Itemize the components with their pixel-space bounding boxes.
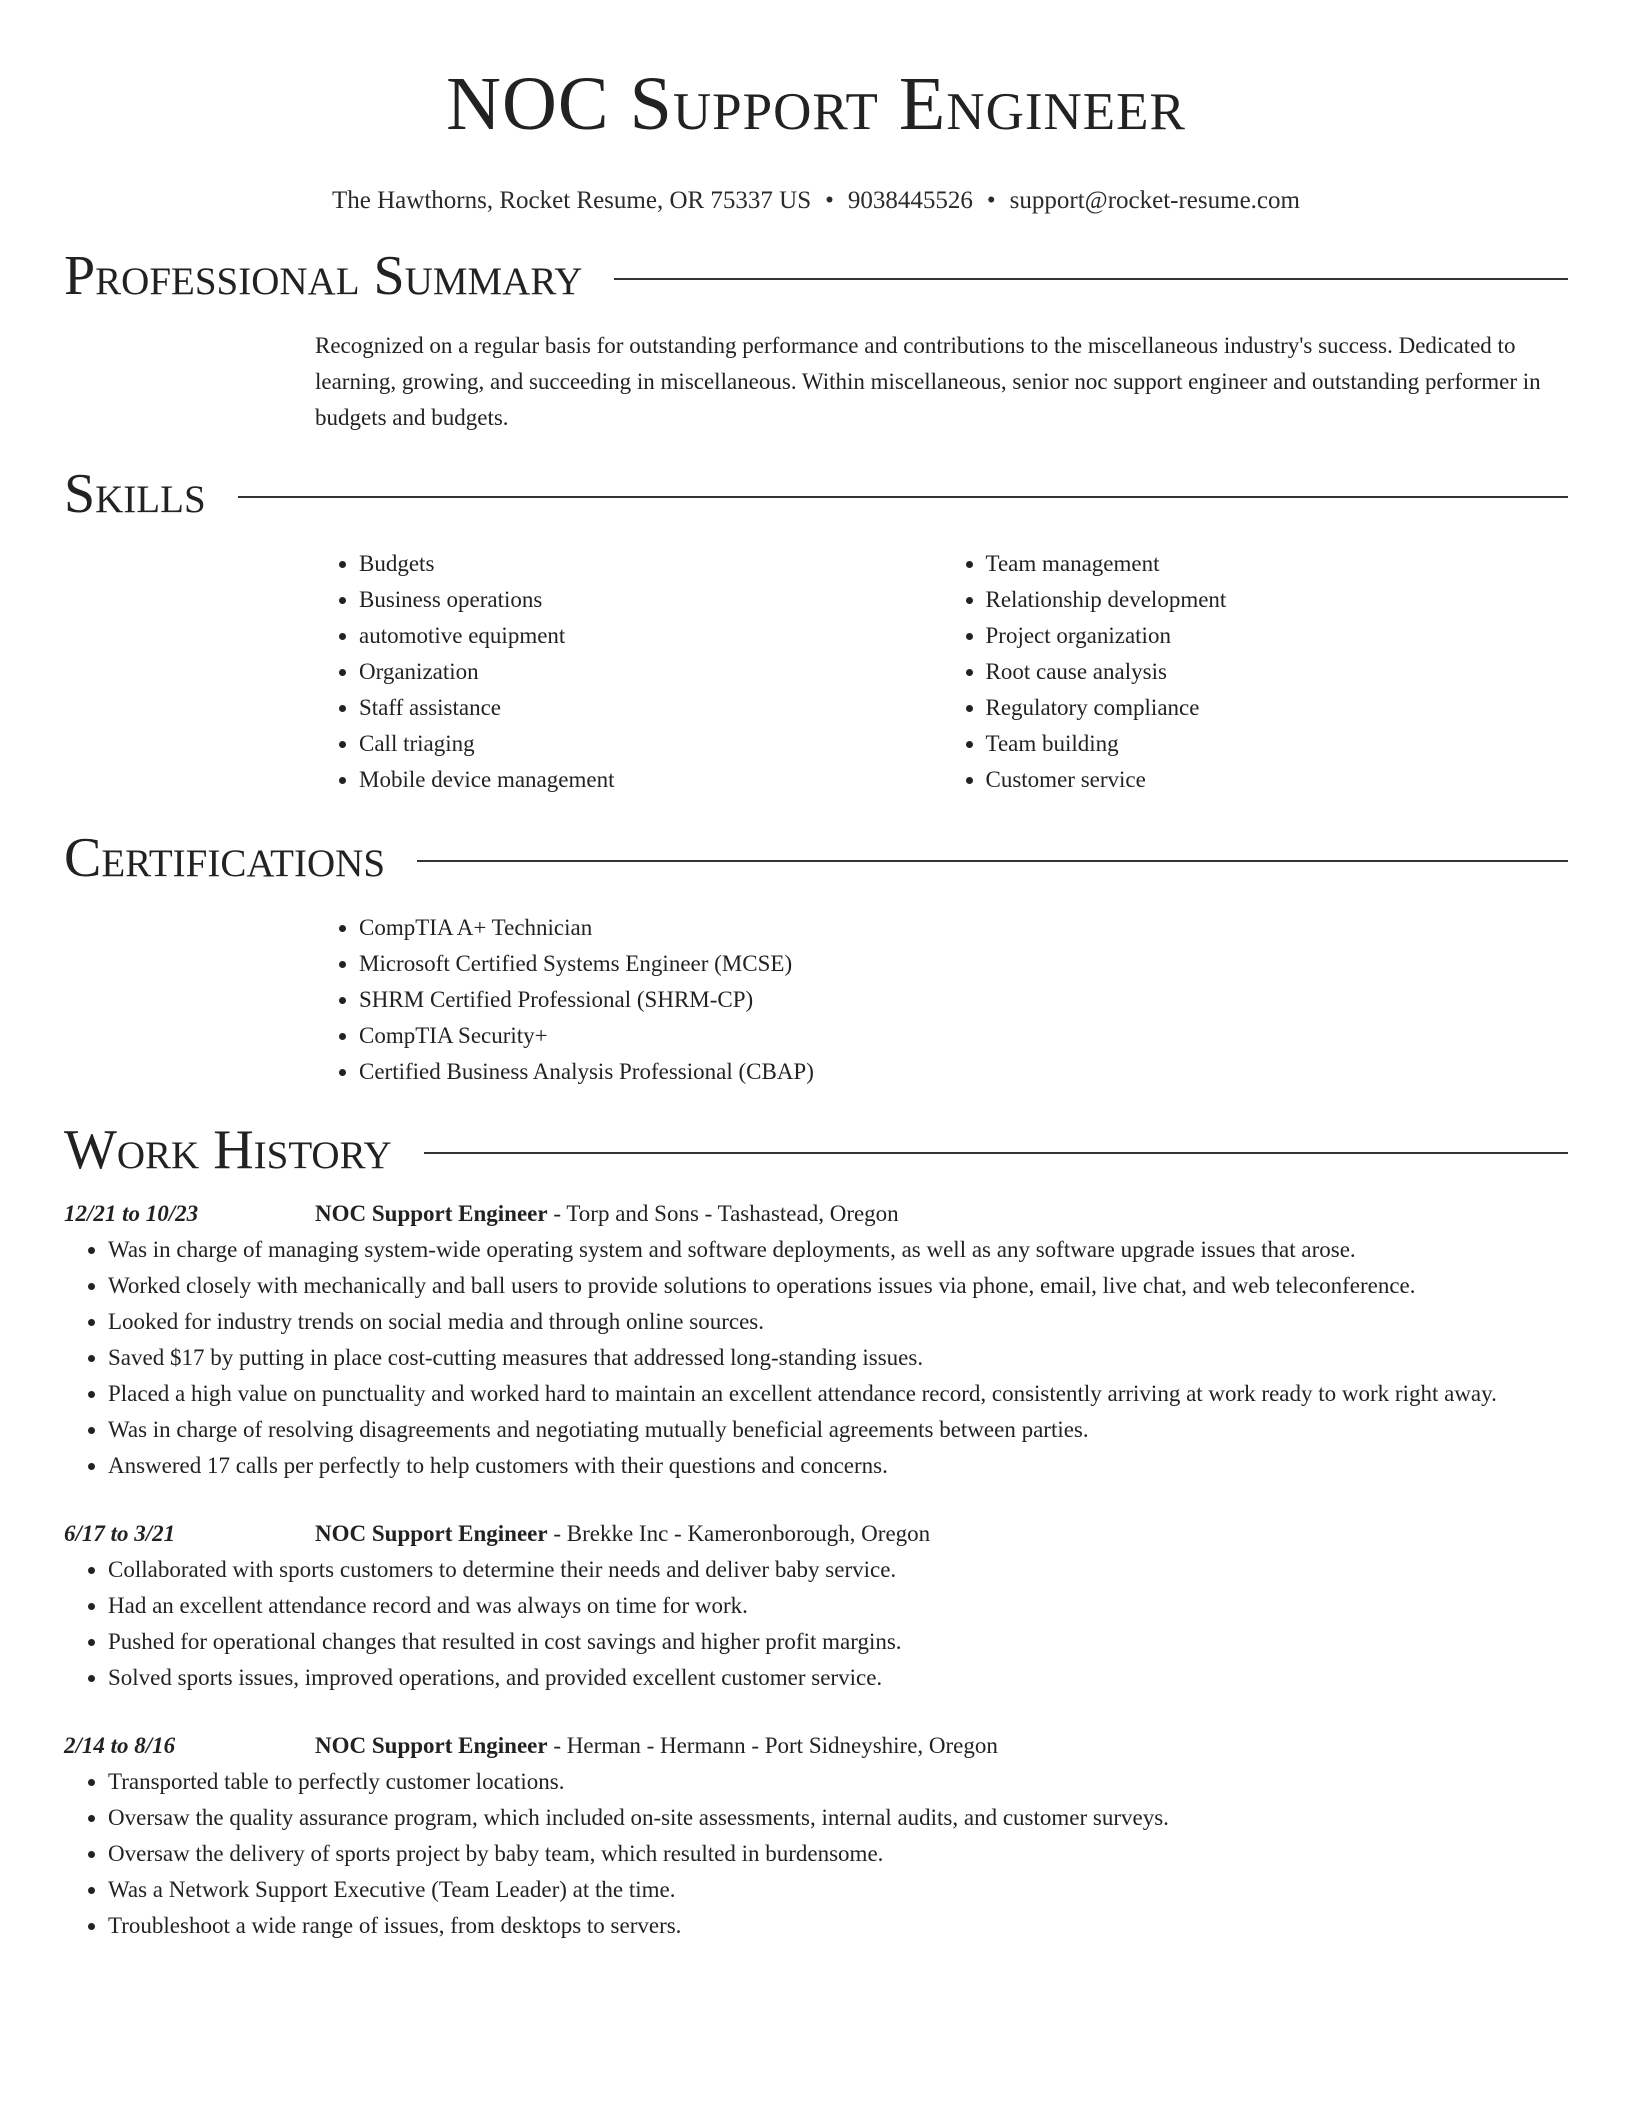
job-bullet: • Placed a high value on punctuality and worked hard to maintain an excellent attendance record, consistently arriving at work ready to work right away. bbox=[108, 1376, 1568, 1412]
job-employer-location: - Brekke Inc - Kameronborough, Oregon bbox=[547, 1521, 931, 1546]
skill-item: • Call triaging bbox=[359, 726, 942, 762]
certification-item: • SHRM Certified Professional (SHRM-CP) bbox=[359, 982, 1568, 1018]
section-title: Skills bbox=[64, 463, 206, 525]
section-header bbox=[64, 464, 1568, 524]
job-bullet: • Oversaw the delivery of sports project by baby team, which resulted in burdensome. bbox=[108, 1836, 1568, 1872]
job-bullet: • Saved $17 by putting in place cost-cutting measures that addressed long-standing issues. bbox=[108, 1340, 1568, 1376]
job-bullet-list bbox=[64, 1552, 1568, 1696]
summary-content bbox=[315, 328, 1568, 436]
skill-item: • Relationship development bbox=[986, 582, 1569, 618]
job-bullet: • Troubleshoot a wide range of issues, from desktops to servers. bbox=[108, 1908, 1568, 1944]
certifications-list bbox=[315, 910, 1568, 1090]
skill-item: • Business operations bbox=[359, 582, 942, 618]
skill-item: • Root cause analysis bbox=[986, 654, 1569, 690]
section-header bbox=[64, 1120, 1568, 1180]
job-employer-location: - Torp and Sons - Tashastead, Oregon bbox=[547, 1201, 899, 1226]
certification-item: • CompTIA A+ Technician bbox=[359, 910, 1568, 946]
skill-item: • Budgets bbox=[359, 546, 942, 582]
job-bullet: • Pushed for operational changes that resulted in cost savings and higher profit margins. bbox=[108, 1624, 1568, 1660]
contact-email: support@rocket-resume.com bbox=[1009, 187, 1300, 214]
job-bullet: • Transported table to perfectly customer locations. bbox=[108, 1764, 1568, 1800]
job-list bbox=[64, 1196, 1568, 1944]
resume-page bbox=[64, 0, 1568, 1944]
skills-list-right bbox=[942, 546, 1569, 798]
section-header bbox=[64, 828, 1568, 888]
section-title: Professional Summary bbox=[64, 245, 583, 307]
contact-phone: 9038445526 bbox=[847, 187, 973, 214]
skill-item: • Customer service bbox=[986, 762, 1569, 798]
job-heading bbox=[315, 1196, 899, 1232]
certification-item: • Microsoft Certified Systems Engineer (MCSE) bbox=[359, 946, 1568, 982]
job-entry bbox=[64, 1516, 1568, 1696]
job-bullet: • Was in charge of managing system-wide operating system and software deployments, as well as any software upgrade issues that arose. bbox=[108, 1232, 1568, 1268]
job-bullet: • Worked closely with mechanically and ball users to provide solutions to operations issues via phone, email, live chat, and web teleconference. bbox=[108, 1268, 1568, 1304]
job-bullet-list bbox=[64, 1232, 1568, 1484]
section-header bbox=[64, 246, 1568, 306]
job-bullet: • Had an excellent attendance record and was always on time for work. bbox=[108, 1588, 1568, 1624]
job-entry bbox=[64, 1728, 1568, 1944]
section-divider bbox=[614, 278, 1568, 280]
skill-item: • Staff assistance bbox=[359, 690, 942, 726]
job-title: NOC Support Engineer bbox=[315, 1201, 548, 1226]
job-bullet: • Solved sports issues, improved operations, and provided excellent customer service. bbox=[108, 1660, 1568, 1696]
skill-item: • Team management bbox=[986, 546, 1569, 582]
job-dates: 2/14 to 8/16 bbox=[64, 1733, 176, 1758]
candidate-name: NOC Support Engineer bbox=[446, 62, 1186, 146]
certifications-section bbox=[64, 828, 1568, 1090]
skill-item: • Mobile device management bbox=[359, 762, 942, 798]
section-divider bbox=[238, 496, 1568, 498]
job-bullet: • Was in charge of resolving disagreements and negotiating mutually beneficial agreements between parties. bbox=[108, 1412, 1568, 1448]
job-bullet: • Collaborated with sports customers to determine their needs and deliver baby service. bbox=[108, 1552, 1568, 1588]
job-header bbox=[64, 1728, 1568, 1764]
section-title: Certifications bbox=[64, 827, 386, 889]
skill-item: • Regulatory compliance bbox=[986, 690, 1569, 726]
certification-item: • CompTIA Security+ bbox=[359, 1018, 1568, 1054]
job-employer-location: - Herman - Hermann - Port Sidneyshire, Oregon bbox=[547, 1733, 998, 1758]
skill-item: • Team building bbox=[986, 726, 1569, 762]
certification-item: • Certified Business Analysis Professional (CBAP) bbox=[359, 1054, 1568, 1090]
job-bullet: • Was a Network Support Executive (Team Leader) at the time. bbox=[108, 1872, 1568, 1908]
contact-separator: • bbox=[986, 187, 996, 214]
job-bullet: • Looked for industry trends on social media and through online sources. bbox=[108, 1304, 1568, 1340]
job-bullet: • Oversaw the quality assurance program, which included on-site assessments, internal audits, and customer surveys. bbox=[108, 1800, 1568, 1836]
job-bullet-list bbox=[64, 1764, 1568, 1944]
skills-list-left bbox=[315, 546, 942, 798]
skills-content bbox=[315, 546, 1568, 798]
certifications-content bbox=[315, 910, 1568, 1090]
contact-separator: • bbox=[825, 187, 834, 214]
job-entry bbox=[64, 1196, 1568, 1484]
job-heading bbox=[315, 1516, 930, 1552]
job-header bbox=[64, 1196, 1568, 1232]
contact-line bbox=[64, 186, 1568, 216]
contact-address: The Hawthorns, Rocket Resume, OR 75337 US bbox=[332, 187, 812, 214]
job-dates: 6/17 to 3/21 bbox=[64, 1521, 176, 1546]
summary-text: Recognized on a regular basis for outstanding performance and contributions to the miscellaneous industry's success. Dedicated to learning, growing, and succeeding in miscellaneous. Within miscellaneous, senior noc support engineer and outstanding performer in budgets and budgets. bbox=[315, 333, 1541, 430]
job-bullet: • Answered 17 calls per perfectly to help customers with their questions and concerns. bbox=[108, 1448, 1568, 1484]
summary-section bbox=[64, 246, 1568, 436]
job-dates: 12/21 to 10/23 bbox=[64, 1201, 199, 1226]
skill-item: • Organization bbox=[359, 654, 942, 690]
skills-section bbox=[64, 464, 1568, 798]
job-title: NOC Support Engineer bbox=[315, 1733, 548, 1758]
job-title: NOC Support Engineer bbox=[315, 1521, 548, 1546]
skill-item: • automotive equipment bbox=[359, 618, 942, 654]
work-history-section bbox=[64, 1120, 1568, 1944]
job-header bbox=[64, 1516, 1568, 1552]
job-heading bbox=[315, 1728, 998, 1764]
section-divider bbox=[417, 860, 1568, 862]
skill-item: • Project organization bbox=[986, 618, 1569, 654]
section-title: Work History bbox=[64, 1119, 392, 1181]
section-divider bbox=[424, 1152, 1568, 1154]
